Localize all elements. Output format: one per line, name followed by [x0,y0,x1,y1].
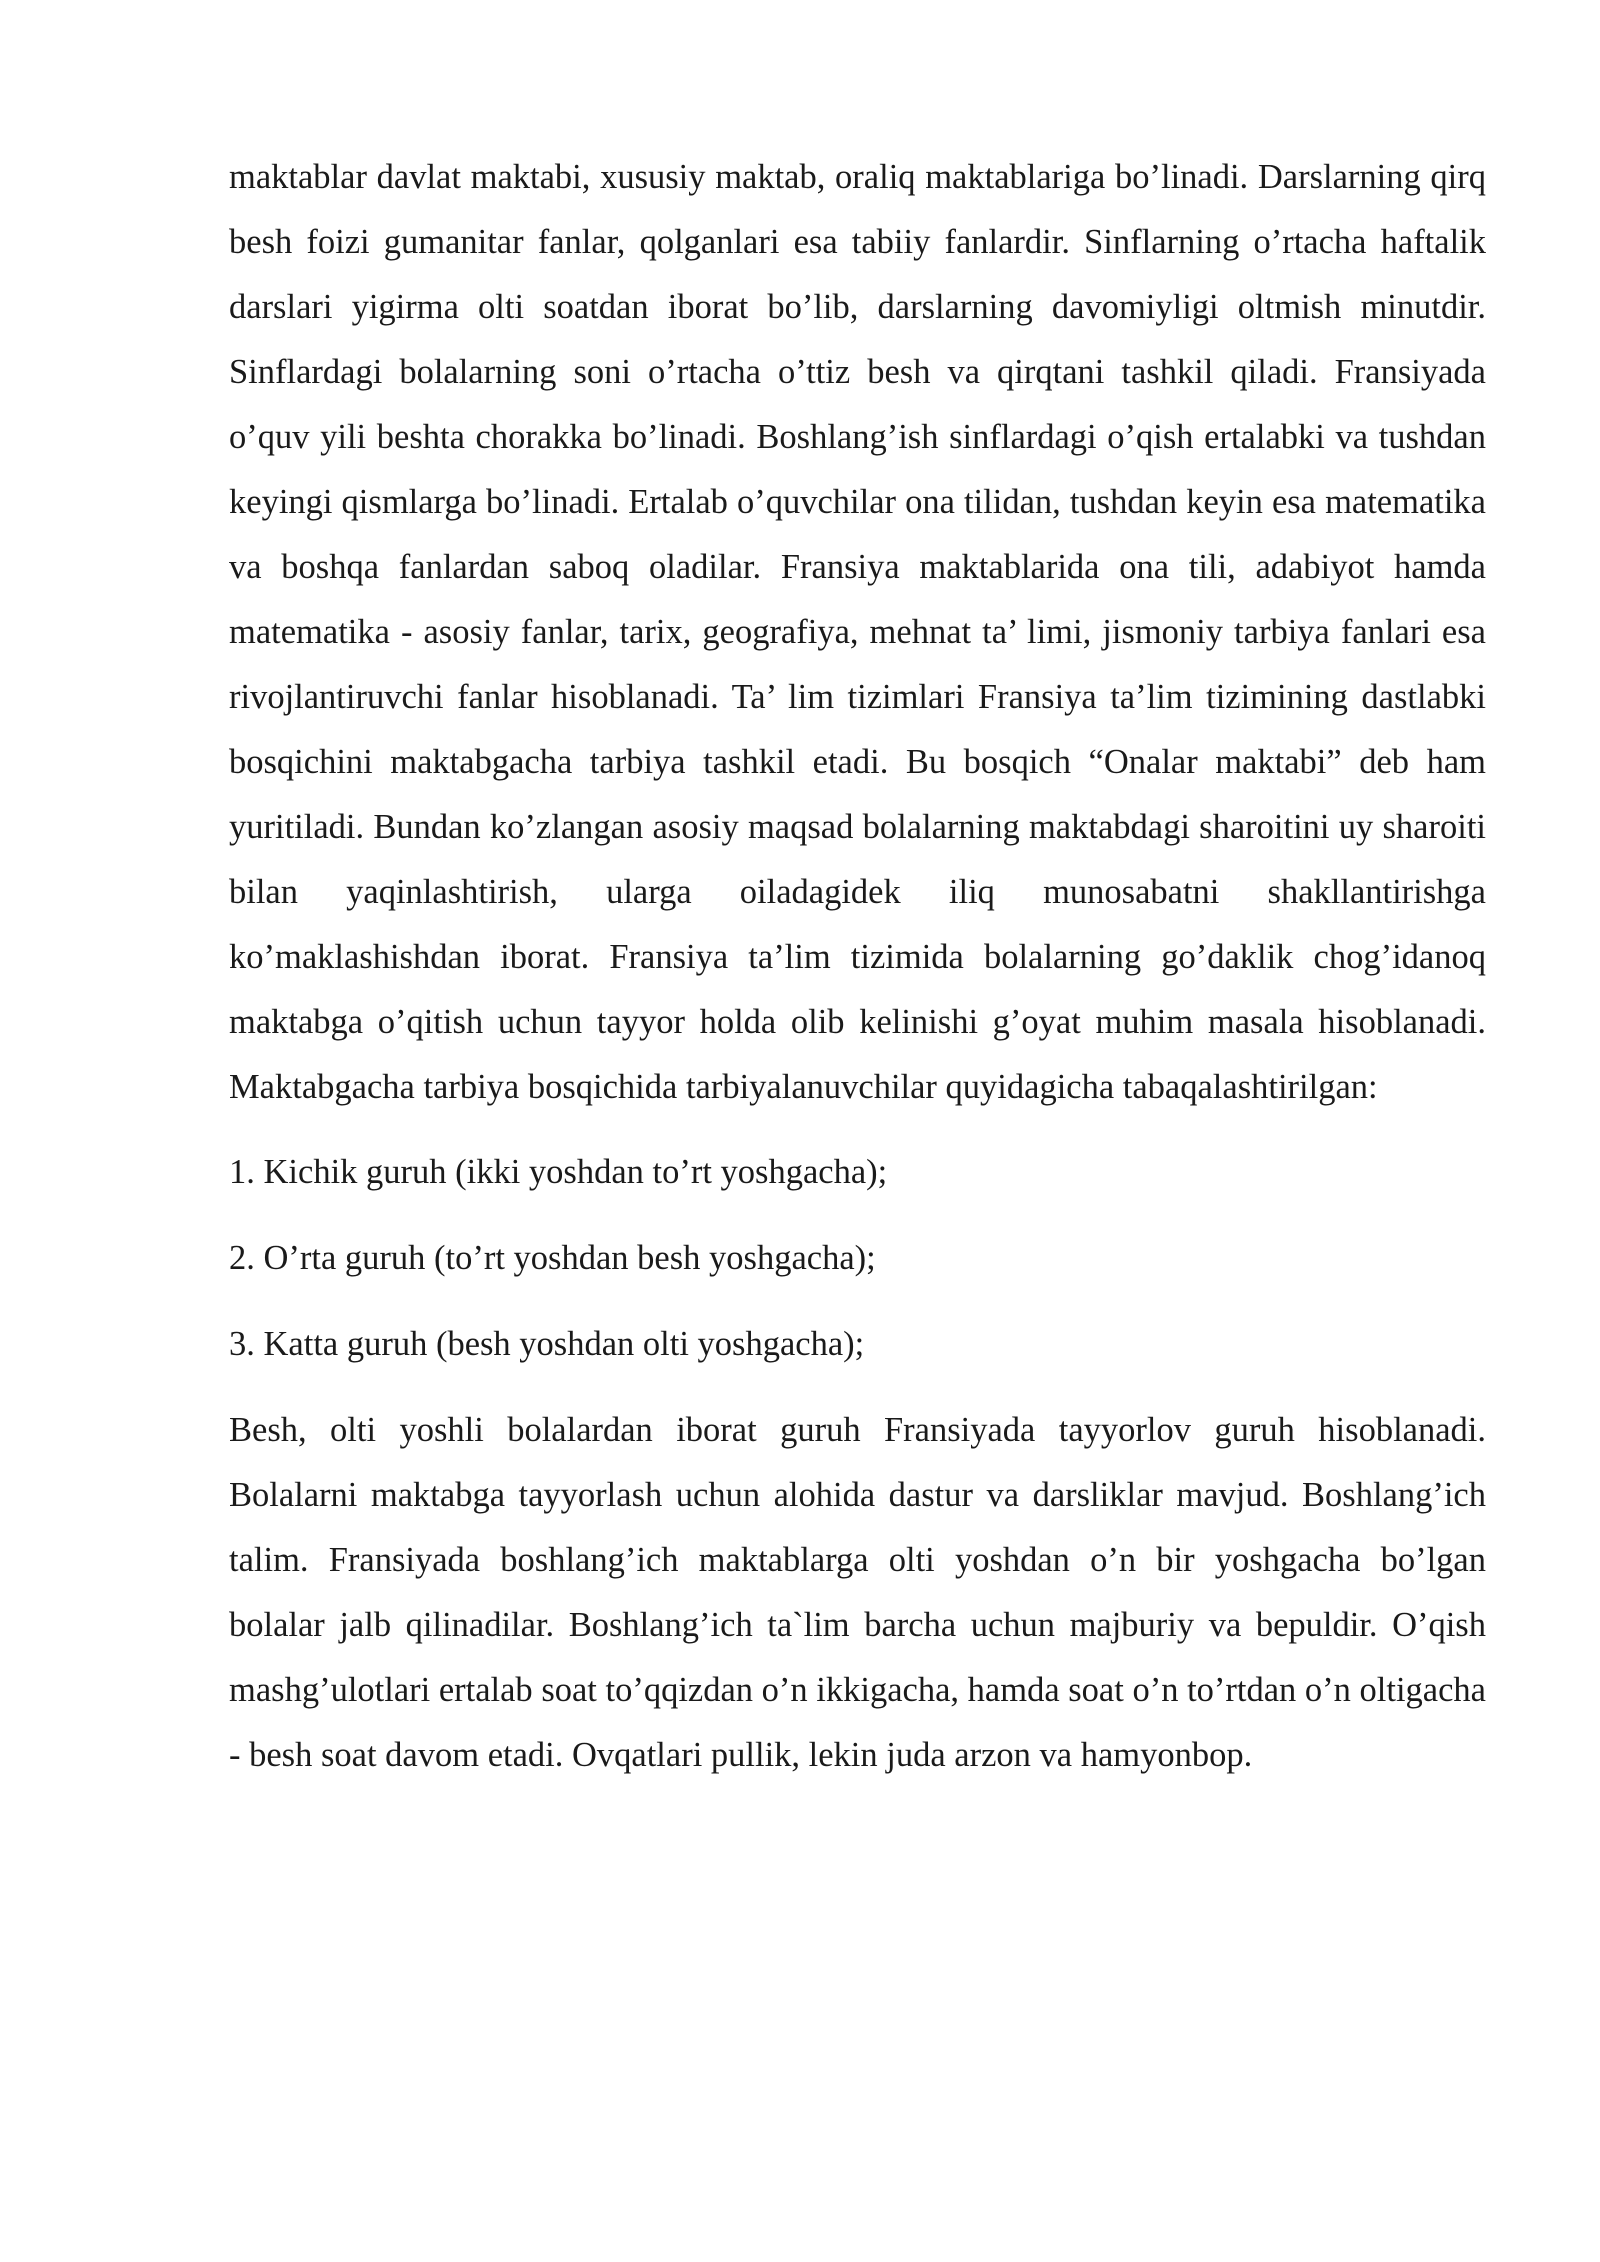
list-item: 1. Kichik guruh (ikki yoshdan to’rt yoshgacha); [229,1153,888,1191]
document-body [229,145,1486,1788]
list-item: 2. O’rta guruh (to’rt yoshdan besh yoshgacha); [229,1239,876,1277]
age-group-list [229,1140,1486,1377]
paragraph-primary-education: Besh, olti yoshli bolalardan iborat guruh Fransiyada tayyorlov guruh hisoblanadi. Bolalarni maktabga tayyorlash uchun alohida dastur va darsliklar mavjud. Boshlang’ich talim. Fransiyada boshlang’ich maktablarga olti yoshdan o’n bir yoshgacha bo’lgan bolalar jalb qilinadilar. Boshlang’ich ta`lim barcha uchun majburiy va bepuldir. O’qish mashg’ulotlari ertalab soat to’qqizdan o’n ikkigacha, hamda soat o’n to’rtdan o’n oltigacha - besh soat davom etadi. Ovqatlari pullik, lekin juda arzon va hamyonbop. [229,1411,1486,1774]
paragraph-intro: maktablar davlat maktabi, xususiy maktab, oraliq maktablariga bo’linadi. Darslarning qirq besh foizi gumanitar fanlar, qolganlari esa tabiiy fanlardir. Sinflarning o’rtacha haftalik darslari yigirma olti soatdan iborat bo’lib, darslarning davomiyligi oltmish minutdir. Sinflardagi bolalarning soni o’rtacha o’ttiz besh va qirqtani tashkil qiladi. Fransiyada o’quv yili beshta chorakka bo’linadi. Boshlang’ish sinflardagi o’qish ertalabki va tushdan keyingi qismlarga bo’linadi. Ertalab o’quvchilar ona tilidan, tushdan keyin esa matematika va boshqa fanlardan saboq oladilar. Fransiya maktablarida ona tili, adabiyot hamda matematika - asosiy fanlar, tarix, geografiya, mehnat ta’ limi, jismoniy tarbiya fanlari esa rivojlantiruvchi fanlar hisoblanadi. Ta’ lim tizimlari Fransiya ta’lim tizimining dastlabki bosqichini maktabgacha tarbiya tashkil etadi. Bu bosqich “Onalar maktabi” deb ham yuritiladi. Bundan ko’zlangan asosiy maqsad bolalarning maktabdagi sharoitini uy sharoiti bilan yaqinlashtirish, ularga oiladagidek iliq munosabatni shakllantirishga ko’maklashishdan iborat. Fransiya ta’lim tizimida bolalarning go’daklik chog’idanoq maktabga o’qitish uchun tayyor holda olib kelinishi g’oyat muhim masala hisoblanadi. Maktabgacha tarbiya bosqichida tarbiyalanuvchilar quyidagicha tabaqalashtirilgan: [229,158,1486,1106]
list-item: 3. Katta guruh (besh yoshdan olti yoshgacha); [229,1325,865,1363]
